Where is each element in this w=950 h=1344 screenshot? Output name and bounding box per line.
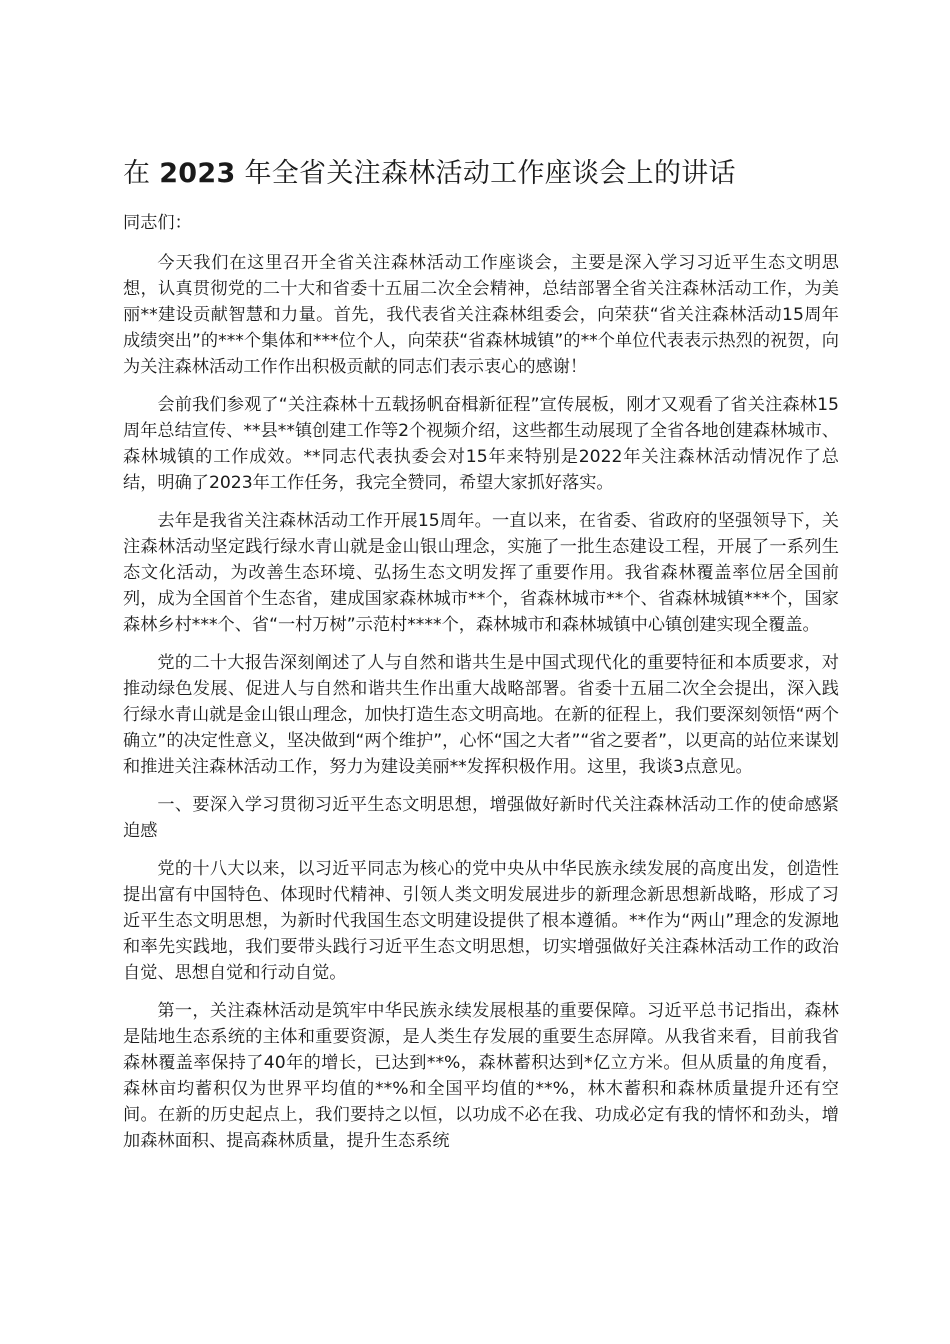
paragraph: 会前我们参观了“关注森林十五载扬帆奋楫新征程”宣传展板，刚才又观看了省关注森林15周年总结宣传、**县**镇创建工作等2个视频介绍，这些都生动展现了全省各地创建森林城市、森林城镇的工作成效。**同志代表执委会对15年来特别是2022年关注森林活动情况作了总结，明确了2023年工作任务，我完全赞同，希望大家抓好落实。 — [123, 395, 839, 493]
paragraph: 去年是我省关注森林活动工作开展15周年。一直以来，在省委、省政府的坚强领导下，关注森林活动坚定践行绿水青山就是金山银山理念，实施了一批生态建设工程，开展了一系列生态文化活动，为改善生态环境、弘扬生态文明发挥了重要作用。我省森林覆盖率位居全国前列，成为全国首个生态省，建成国家森林城市**个，省森林城市**个、省森林城镇***个，国家森林乡村***个、省“一村万树”示范村****个，森林城市和森林城镇中心镇创建实现全覆盖。 — [123, 511, 839, 635]
paragraph: 第一，关注森林活动是筑牢中华民族永续发展根基的重要保障。习近平总书记指出，森林是陆地生态系统的主体和重要资源，是人类生存发展的重要生态屏障。从我省来看，目前我省森林覆盖率保持了40年的增长，已达到**%，森林蓄积达到*亿立方米。但从质量的角度看，森林亩均蓄积仅为世界平均值的**%和全国平均值的**%，林木蓄积和森林质量提升还有空间。在新的历史起点上，我们要持之以恒，以功成不必在我、功成必定有我的情怀和劲头，增加森林面积、提高森林质量，提升生态系统 — [123, 1001, 839, 1151]
paragraph: 党的二十大报告深刻阐述了人与自然和谐共生是中国式现代化的重要特征和本质要求，对推动绿色发展、促进人与自然和谐共生作出重大战略部署。省委十五届二次全会提出，深入践行绿水青山就是金山银山理念，加快打造生态文明高地。在新的征程上，我们要深刻领悟“两个确立”的决定性意义，坚决做到“两个维护”，心怀“国之大者”“省之要者”，以更高的站位来谋划和推进关注森林活动工作，努力为建设美丽**发挥积极作用。这里，我谈3点意见。 — [123, 653, 839, 777]
section-heading: 一、要深入学习贯彻习近平生态文明思想，增强做好新时代关注森林活动工作的使命感紧迫感 — [123, 795, 839, 841]
title-year: 2023 — [159, 158, 236, 189]
document-page — [123, 148, 839, 1166]
title-prefix: 在 — [123, 158, 151, 189]
paragraph: 今天我们在这里召开全省关注森林活动工作座谈会，主要是深入学习习近平生态文明思想，认真贯彻党的二十大和省委十五届二次全会精神，总结部署全省关注森林活动工作，为美丽**建设贡献智慧和力量。首先，我代表省关注森林组委会，向荣获“省关注森林活动15周年成绩突出”的***个集体和***位个人，向荣获“省森林城镇”的**个单位代表表示热烈的祝贺，向为关注森林活动工作作出积极贡献的同志们表示衷心的感谢！ — [123, 253, 839, 377]
title-suffix: 年全省关注森林活动工作座谈会上的讲话 — [244, 158, 736, 189]
document-title — [123, 148, 839, 200]
greeting: 同志们： — [123, 213, 192, 233]
paragraph: 党的十八大以来，以习近平同志为核心的党中央从中华民族永续发展的高度出发，创造性提出富有中国特色、体现时代精神、引领人类文明发展进步的新理念新思想新战略，形成了习近平生态文明思想，为新时代我国生态文明建设提供了根本遵循。**作为“两山”理念的发源地和率先实践地，我们要带头践行习近平生态文明思想，切实增强做好关注森林活动工作的政治自觉、思想自觉和行动自觉。 — [123, 859, 839, 983]
